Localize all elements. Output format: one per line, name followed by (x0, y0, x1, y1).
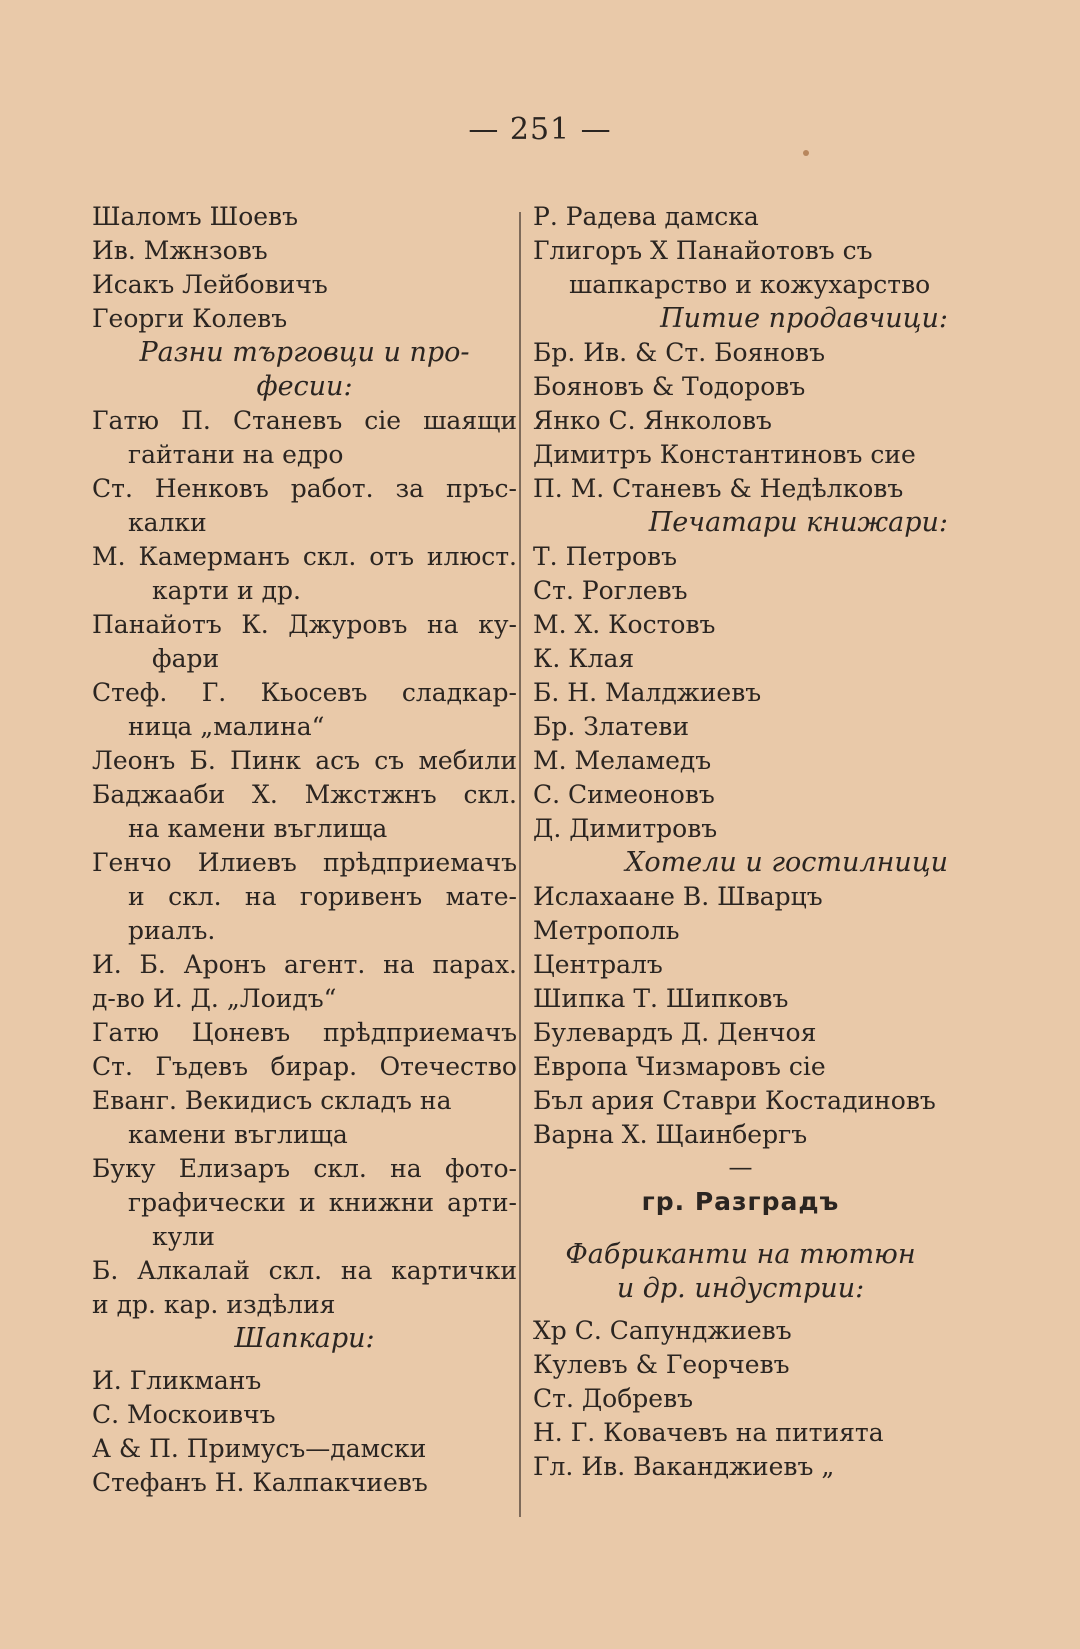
entry: Ст. Ненковъ работ. за пръс- (92, 474, 517, 503)
section-heading: Фабриканти на тютюн (565, 1239, 916, 1270)
right-column (533, 200, 948, 1484)
column-divider (519, 212, 521, 1517)
entry: М. Меламедъ (533, 746, 712, 775)
entry: Метрополь (533, 916, 680, 945)
entry: Генчо Илиевъ прѣдприемачъ (92, 848, 517, 877)
entry-continuation: карти и др. (152, 576, 301, 605)
entry: Гатю П. Станевъ сie шаящи (92, 406, 517, 435)
left-column (92, 200, 517, 1500)
entry-continuation: фари (152, 644, 220, 673)
page-number: — 251 — (468, 112, 612, 147)
entry-continuation: риалъ. (128, 916, 216, 945)
entry-continuation: графически и книжни арти- (128, 1188, 517, 1217)
entry: Централъ (533, 950, 663, 979)
entry-continuation: и др. кар. издѣлия (92, 1290, 336, 1319)
entry: М. Камерманъ скл. отъ илюст. (92, 542, 517, 571)
entry: Ислахаане В. Шварцъ (533, 882, 823, 911)
entry: Стеф. Г. Кьосевъ сладкар- (92, 678, 517, 707)
entry: Д. Димитровъ (533, 814, 718, 843)
entry: Димитръ Константиновъ сие (533, 440, 916, 469)
entry: К. Клая (533, 644, 635, 673)
entry: Т. Петровъ (533, 542, 678, 571)
entry: Ст. Добревъ (533, 1384, 694, 1413)
entry: Янко С. Янколовъ (533, 406, 772, 435)
section-heading: фесии: (256, 371, 353, 402)
entry: Р. Радева дамска (533, 202, 759, 231)
city-heading: гр. Разградъ (641, 1187, 840, 1216)
section-separator: — (728, 1153, 753, 1181)
entry: Исакъ Лейбовичъ (92, 270, 328, 299)
entry-continuation: ница „малина“ (128, 712, 325, 741)
entry: Бр. Златеви (533, 712, 689, 741)
entry: Панайотъ К. Джуровъ на ку- (92, 610, 517, 639)
entry: Б. Н. Малджиевъ (533, 678, 762, 707)
entry: Георги Колевъ (92, 304, 288, 333)
paper-spot (803, 150, 809, 156)
entry: Европа Чизмаровъ сie (533, 1052, 826, 1081)
entry: Хр С. Сапунджиевъ (533, 1316, 792, 1345)
section-heading: и др. индустрии: (616, 1273, 865, 1304)
entry: Б. Алкалай скл. на картички (92, 1256, 517, 1285)
entry: Леонъ Б. Пинк асъ съ мебили (92, 746, 517, 775)
entry: Кулевъ & Георчевъ (533, 1350, 790, 1379)
entry: Бояновъ & Тодоровъ (533, 372, 806, 401)
entry: Бъл ария Ставри Костадиновъ (533, 1086, 936, 1115)
entry: Баджааби Х. Мжстжнъ скл. (92, 780, 517, 809)
entry: А & П. Примусъ—дамски (92, 1434, 427, 1463)
entry: Ст. Гъдевъ бирар. Отечество (92, 1052, 517, 1081)
entry: Булевардъ Д. Денчоя (533, 1018, 817, 1047)
section-heading: Печатари книжари: (648, 507, 948, 538)
entry: Н. Г. Ковачевъ на питията (533, 1418, 884, 1447)
entry: Гатю Цоневъ прѣдприемачъ (92, 1018, 517, 1047)
entry: Варна Х. Щаинбергъ (533, 1120, 808, 1149)
section-heading: Шапкари: (234, 1323, 375, 1354)
entry: Бр. Ив. & Ст. Бояновъ (533, 338, 825, 367)
entry: Гл. Ив. Ваканджиевъ „ (533, 1452, 835, 1481)
entry: С. Симеоновъ (533, 780, 715, 809)
entry: Глигоръ Х Панайотовъ съ (533, 236, 873, 265)
section-heading: Питие продавчици: (660, 303, 948, 334)
section-heading: Хотели и гостилници (625, 847, 948, 878)
entry: Ив. Мжнзовъ (92, 236, 268, 265)
entry: Ст. Роглевъ (533, 576, 688, 605)
entry-continuation: гайтани на едро (128, 440, 344, 469)
entry-continuation: камени въглища (128, 1120, 348, 1149)
entry-continuation: калки (128, 508, 207, 537)
entry: Буку Елизаръ скл. на фото- (92, 1154, 517, 1183)
entry: Шипка Т. Шипковъ (533, 984, 789, 1013)
entry-continuation: кули (152, 1222, 215, 1251)
entry-continuation: и скл. на горивенъ мате- (128, 882, 517, 911)
entry: И. Гликманъ (92, 1366, 262, 1395)
entry: П. М. Станевъ & Недѣлковъ (533, 474, 904, 503)
entry-continuation: д-во И. Д. „Лоидъ“ (92, 984, 337, 1013)
entry-continuation: на камени въглища (128, 814, 388, 843)
entry: И. Б. Аронъ агент. на парах. (92, 950, 517, 979)
entry: М. Х. Костовъ (533, 610, 716, 639)
entry: Стефанъ Н. Калпакчиевъ (92, 1468, 428, 1497)
entry-continuation: шапкарство и кожухарство (569, 270, 931, 299)
entry: Шаломъ Шоевъ (92, 202, 299, 231)
entry: С. Москоивчъ (92, 1400, 276, 1429)
entry: Еванг. Векидисъ складъ на (92, 1086, 452, 1115)
section-heading: Разни търговци и про- (139, 337, 470, 368)
